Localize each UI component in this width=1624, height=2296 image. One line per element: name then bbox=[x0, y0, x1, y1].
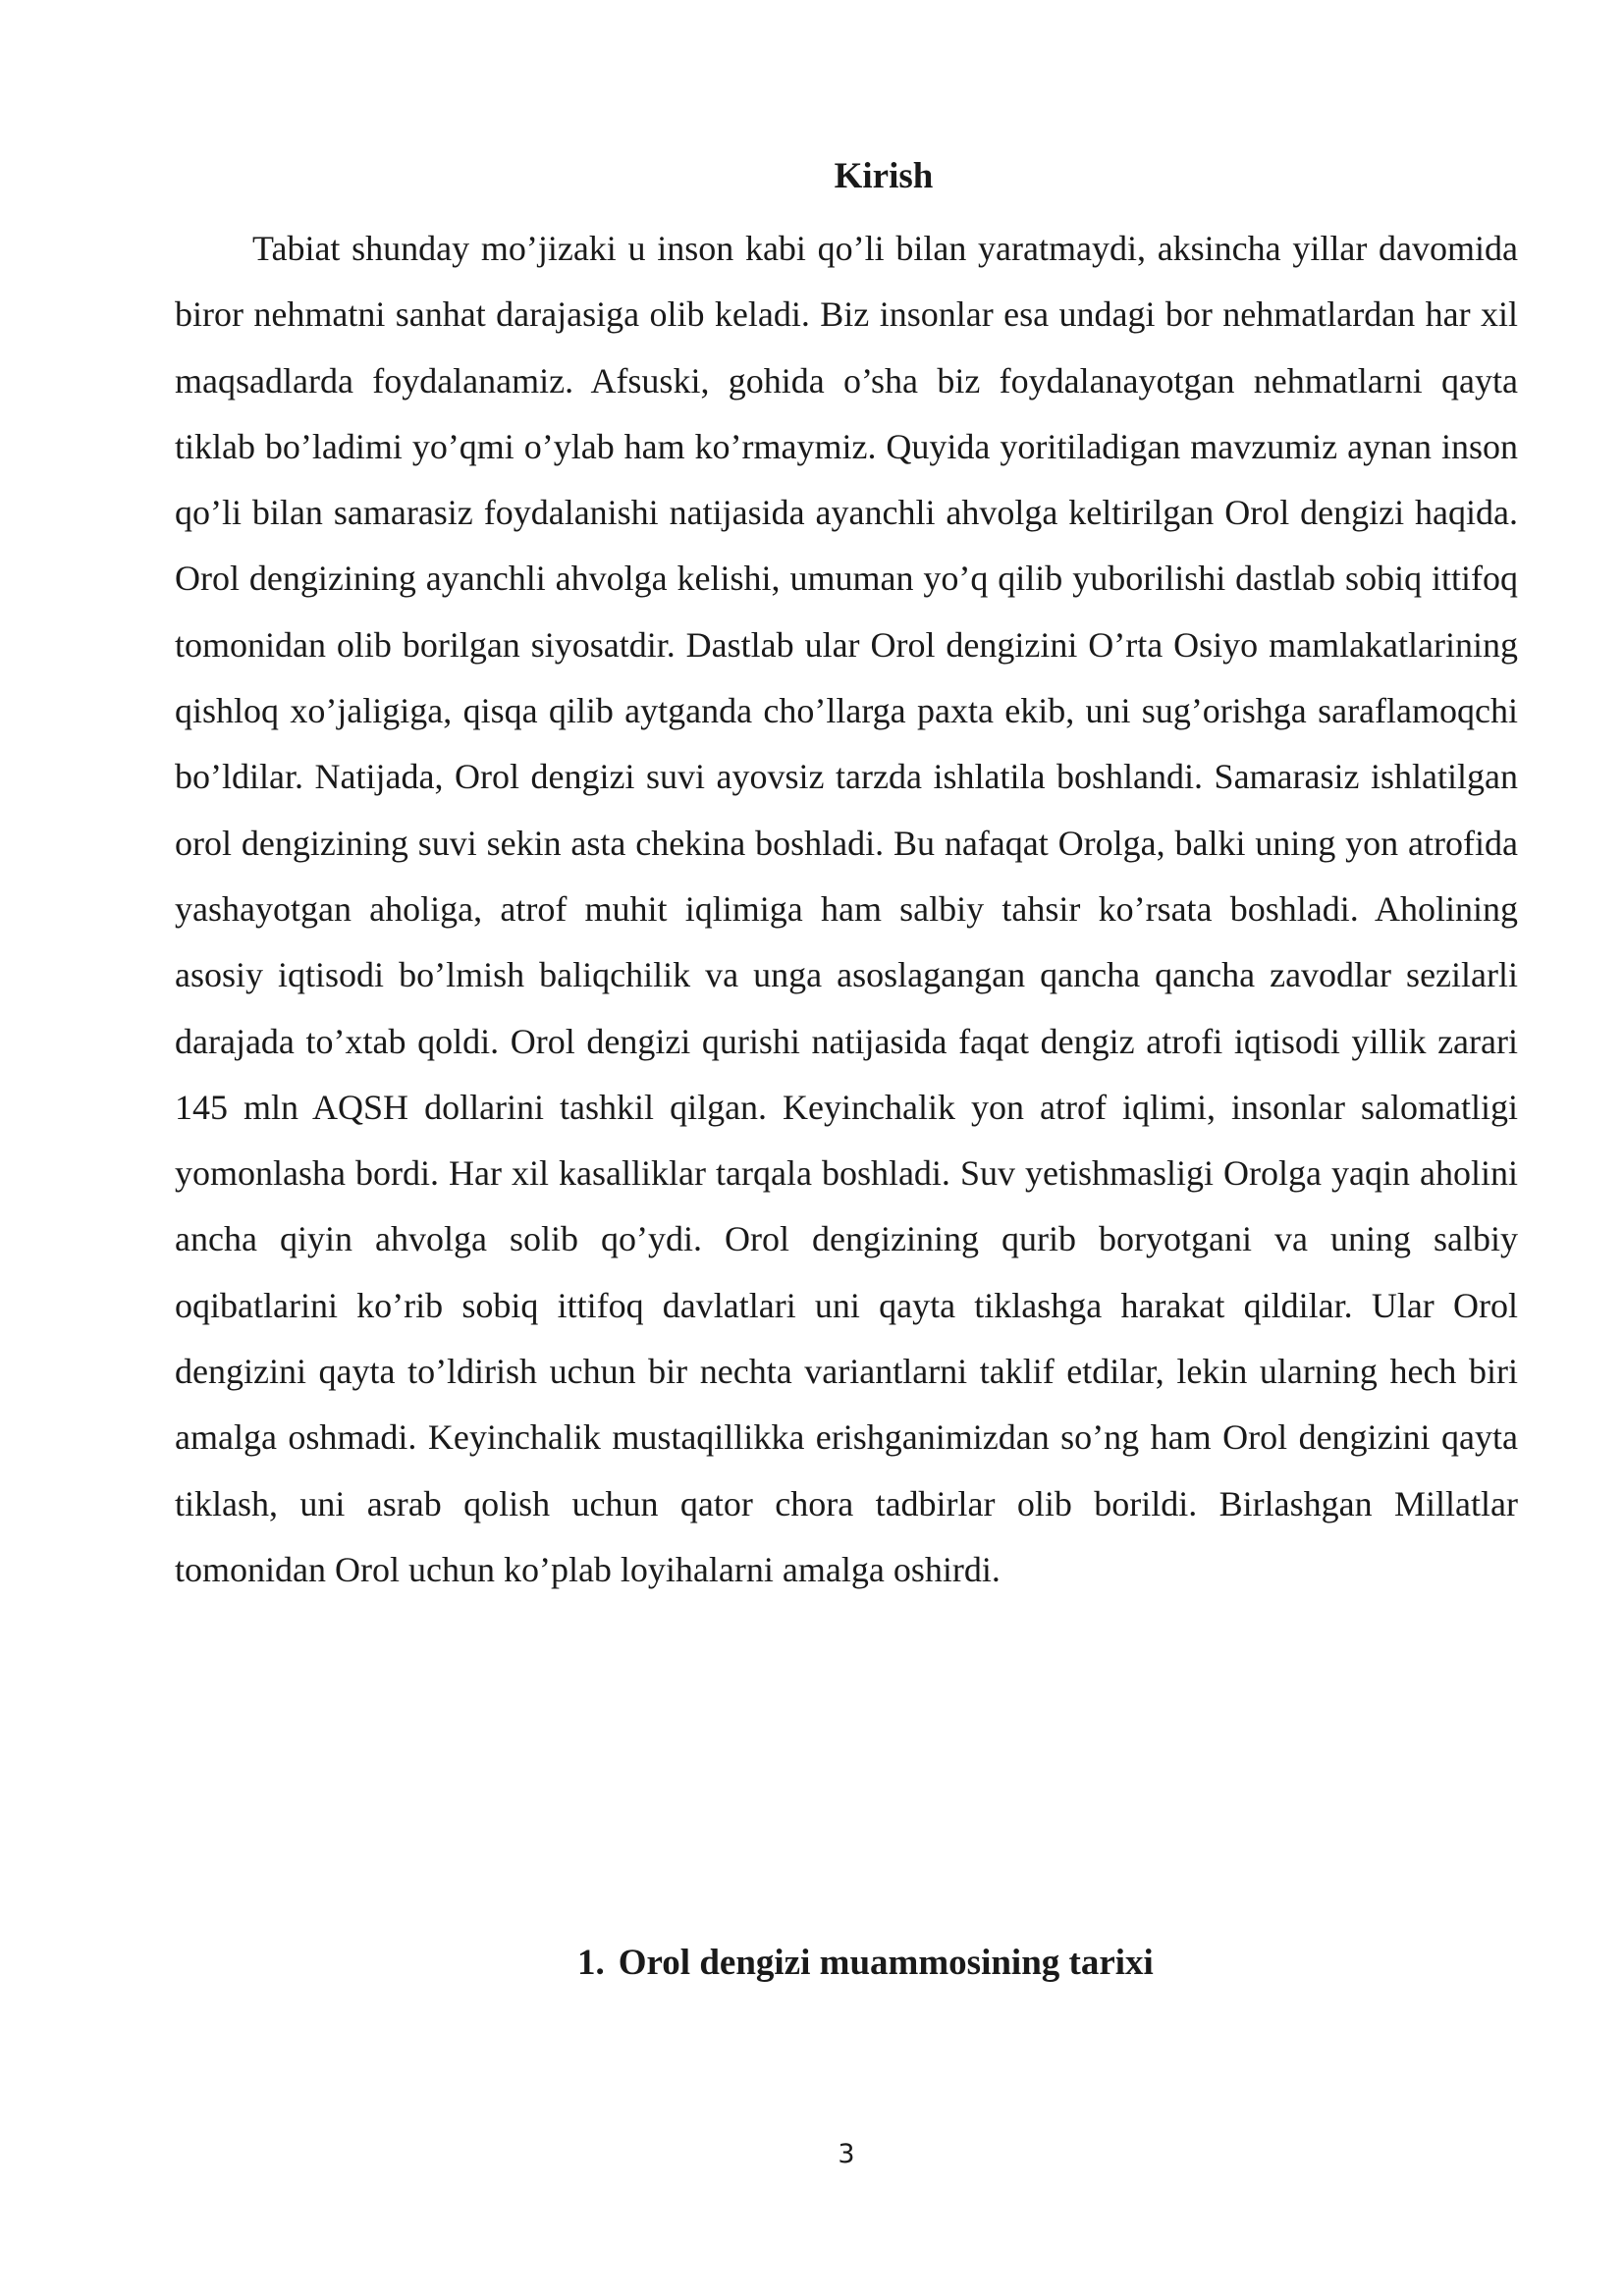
page-number: 3 bbox=[838, 2139, 855, 2169]
page-title: Kirish bbox=[834, 156, 934, 196]
section-number: 1. bbox=[577, 1943, 605, 1983]
section-heading-text: Orol dengizi muammosining tarixi bbox=[618, 1943, 1154, 1983]
intro-paragraph: Tabiat shunday mo’jizaki u inson kabi qo’li bilan yaratmaydi, aksincha yillar davomida biror nehmatni sanhat darajasiga olib keladi. Biz insonlar esa undagi bor nehmatlardan har xil maqsadlarda foydalanamiz. Afsuski, gohida o’sha biz foydalanayotgan nehmatlarni qayta tiklab bo’ladimi yo’qmi o’ylab ham ko’rmaymiz. Quyida yoritiladigan mavzumiz aynan inson qo’li bilan samarasiz foydalanishi natijasida ayanchli ahvolga keltirilgan Orol dengizi haqida. Orol dengizining ayanchli ahvolga kelishi, umuman yo’q qilib yuborilishi dastlab sobiq ittifoq tomonidan olib borilgan siyosatdir. Dastlab ular Orol dengizini O’rta Osiyo mamlakatlarining qishloq xo’jaligiga, qisqa qilib aytganda cho’llarga paxta ekib, uni sug’orishga saraflamoqchi bo’ldilar. Natijada, Orol dengizi suvi ayovsiz tarzda ishlatila boshlandi. Samarasiz ishlatilgan orol dengizining suvi sekin asta chekina boshladi. Bu nafaqat Orolga, balki uning yon atrofida yashayotgan aholiga, atrof muhit iqlimiga ham salbiy tahsir ko’rsata boshladi. Aholining asosiy iqtisodi bo’lmish baliqchilik va unga asoslagangan qancha qancha zavodlar sezilarli darajada to’xtab qoldi. Orol dengizi qurishi natijasida faqat dengiz atrofi iqtisodi yillik zarari 145 mln AQSH dollarini tashkil qilgan. Keyinchalik yon atrof iqlimi, insonlar salomatligi yomonlasha bordi. Har xil kasalliklar tarqala boshladi. Suv yetishmasligi Orolga yaqin aholini ancha qiyin ahvolga solib qo’ydi. Orol dengizining qurib boryotgani va uning salbiy oqibatlarini ko’rib sobiq ittifoq davlatlari uni qayta tiklashga harakat qildilar. Ular Orol dengizini qayta to’ldirish uchun bir nechta variantlarni taklif etdilar, lekin ularning hech biri amalga oshmadi. Keyinchalik mustaqillikka erishganimizdan so’ng ham Orol dengizini qayta tiklash, uni asrab qolish uchun qator chora tadbirlar olib borildi. Birlashgan Millatlar tomonidan Orol uchun ko’plab loyihalarni amalga oshirdi. bbox=[175, 229, 1518, 1589]
section-heading bbox=[577, 1939, 1154, 1988]
